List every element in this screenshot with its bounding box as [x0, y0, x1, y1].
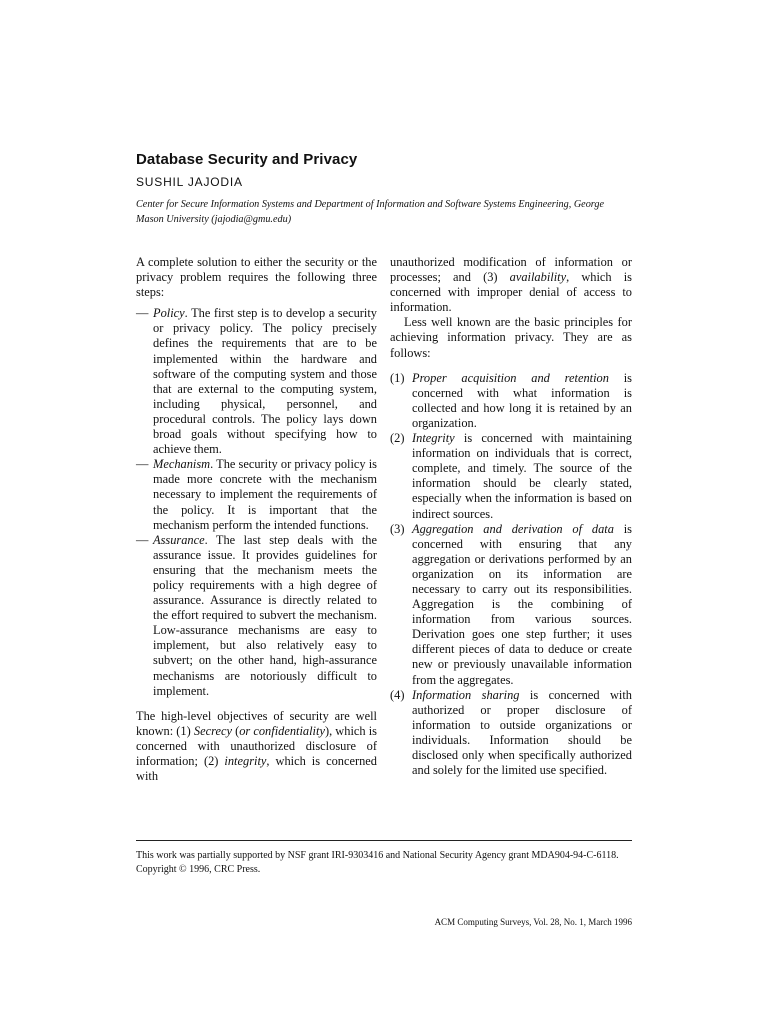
left-column [136, 255, 377, 784]
principle-aggregation [390, 522, 632, 688]
list-number: (3) [390, 521, 405, 536]
list-number: (4) [390, 687, 405, 702]
copyright-note: Copyright © 1996, CRC Press. [136, 864, 261, 875]
objectives-paragraph [136, 709, 377, 784]
intro-paragraph: A complete solution to either the security or the privacy problem requires the following three steps: [136, 255, 377, 300]
objective-availability: availability [509, 270, 567, 285]
objective-integrity: integrity [224, 754, 267, 768]
step-term: Policy [153, 306, 185, 321]
objectives-text: ), which is concerned with unauthorized disclosure of information; (2) [136, 723, 377, 768]
principle-text: is concerned with what information is collected and how long it is retained by an organization. [412, 370, 632, 430]
principle-text: is concerned with authorized or proper disclosure of information to outside organizations or individuals. Information should be disclosed only when specifically authorized and solely for the limited use specified. [412, 687, 632, 778]
principle-term: Proper acquisition and retention [412, 370, 609, 385]
step-text: . The first step is to develop a security or privacy policy. The policy precisely defines the requirements that are to be implemented within the hardware and software of the computing system and those that are external to the computing system, including physical, personnel, and procedural controls. The policy lays down broad goals without specifying how to achieve them. [153, 306, 377, 457]
objective-confidentiality: or confidentiality [239, 723, 325, 738]
principle-integrity [390, 431, 632, 522]
step-assurance [136, 533, 377, 699]
objective-secrecy: Secrecy [193, 723, 232, 738]
list-number: (2) [390, 431, 405, 446]
right-column [390, 255, 632, 778]
principle-term: Information sharing [412, 687, 520, 702]
journal-citation: ACM Computing Surveys, Vol. 28, No. 1, March 1996 [434, 917, 632, 927]
principle-text: is concerned with ensuring that any aggregation or derivations performed by an organization on its information are necessary to carry out its responsibilities. Aggregation is the combining of information from various sources. Derivation goes one step further; it uses different pieces of data to deduce or create new or previously unavailable information from the aggregates. [412, 521, 632, 687]
author-name: SUSHIL JAJODIA [136, 175, 243, 189]
footnote-divider [136, 840, 632, 841]
step-mechanism [136, 457, 377, 532]
continuation-text: , which is concerned with improper denial of access to information. [390, 270, 632, 315]
principle-term: Aggregation and derivation of data [412, 521, 614, 536]
principle-acquisition [390, 371, 632, 431]
list-marker: — [136, 457, 149, 472]
step-policy [136, 306, 377, 457]
objectives-text: , which is concerned with [136, 754, 377, 784]
principle-text: is concerned with maintaining information on individuals that is correct, complete, and timely. The source of the information should be clearly stated, especially when the information is based on indirect sources. [412, 431, 632, 521]
paper-title: Database Security and Privacy [136, 151, 358, 168]
list-marker: — [136, 532, 149, 547]
footnote [136, 849, 636, 877]
step-text: . The last step deals with the assurance issue. It provides guidelines for ensuring that the mechanism meets the policy requirements with a high degree of assurance. Assurance is directly related to the effort required to subvert the mechanism. Low-assurance mechanisms are easy to implement, but also relatively easy to subvert; on the other hand, high-assurance mechanisms are notoriously difficult to implement. [153, 532, 377, 698]
principles-intro: Less well known are the basic principles for achieving information privacy. They are as follows: [390, 315, 632, 360]
continuation-paragraph [390, 255, 632, 315]
step-text: . The security or privacy policy is made more concrete with the mechanism necessary to implement the requirements of the policy. It is important that the mechanism perform the intended functions. [153, 457, 377, 532]
continuation-text: unauthorized modification of information or processes; and (3) [390, 255, 632, 285]
list-number: (1) [390, 370, 405, 385]
objectives-text: ( [231, 723, 240, 738]
list-marker: — [136, 306, 149, 321]
step-term: Assurance [153, 532, 205, 547]
principle-sharing [390, 688, 632, 779]
objectives-text: The high-level objectives of security are well known: (1) [136, 708, 377, 738]
funding-note: This work was partially supported by NSF grant IRI-9303416 and National Security Agency grant MDA904-94-C-6118. [136, 850, 619, 861]
principle-term: Integrity [412, 431, 455, 446]
step-term: Mechanism [153, 457, 211, 472]
author-affiliation: Center for Secure Information Systems and Department of Information and Software Systems Engineering, George Mason University (jajodia@gmu.edu) [136, 199, 604, 225]
